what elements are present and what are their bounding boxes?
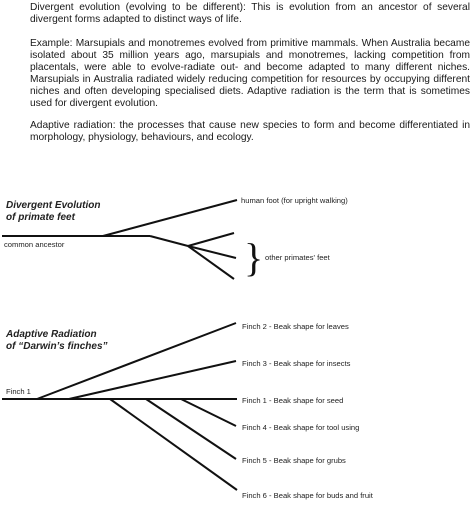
finch-6-branch-line [110, 399, 237, 490]
example-paragraph-marsupials: Example: Marsupials and monotremes evolved from primitive mammals. When Australia became isolated about 35 million years ago, marsupials and monotremes, lacking competition from placentals, were able to evolve-radiate out- and become adapted to many different niches. Marsupials in Australia radiated widely reducing competition for resources by occupying different niches and often developing specialised diets. Adaptive radiation is the term that is sometimes used for divergent evolution. [30, 38, 470, 109]
finch-3-branch-line [69, 361, 236, 399]
finch-5-branch-line [146, 399, 236, 459]
finch-4-branch-line [181, 399, 236, 426]
primate-branch-line [150, 236, 188, 246]
finch-2-branch-line [37, 323, 236, 399]
diagram1-title-line2: of primate feet [6, 212, 75, 223]
finch-5-label: Finch 5 - Beak shape for grubs [242, 456, 346, 465]
finch-2-label: Finch 2 - Beak shape for leaves [242, 322, 349, 331]
diagram2-title-line2: of “Darwin’s finches” [6, 341, 108, 352]
finch-4-label: Finch 4 - Beak shape for tool using [242, 423, 360, 432]
primate-subbranch-middle [188, 246, 236, 258]
human-foot-label: human foot (for upright walking) [241, 196, 348, 205]
intro-paragraph-divergent-evolution: Divergent evolution (evolving to be different): This is evolution from an ancestor of several divergent forms adapted to distinct ways of life. [30, 2, 470, 25]
diagram1-title-line1: Divergent Evolution [6, 200, 101, 211]
human-branch-line [103, 200, 237, 236]
finch-3-label: Finch 3 - Beak shape for insects [242, 359, 351, 368]
divergent-evolution-diagram [2, 196, 348, 280]
definition-paragraph-adaptive-radiation: Adaptive radiation: the processes that cause new species to form and become differentiated in morphology, physiology, behaviours, and ecology. [30, 120, 470, 143]
primate-subbranch-lower [188, 246, 234, 279]
finch-6-label: Finch 6 - Beak shape for buds and fruit [242, 491, 373, 500]
adaptive-radiation-diagram [2, 322, 374, 500]
finch-1-root-label: Finch 1 [6, 387, 31, 396]
other-primates-label: other primates' feet [265, 253, 330, 262]
brace-symbol: } [244, 235, 264, 280]
diagram2-title-line1: Adaptive Radiation [6, 329, 97, 340]
finch-1-label: Finch 1 - Beak shape for seed [242, 396, 344, 405]
common-ancestor-label: common ancestor [4, 240, 65, 249]
primate-subbranch-upper [188, 233, 234, 246]
